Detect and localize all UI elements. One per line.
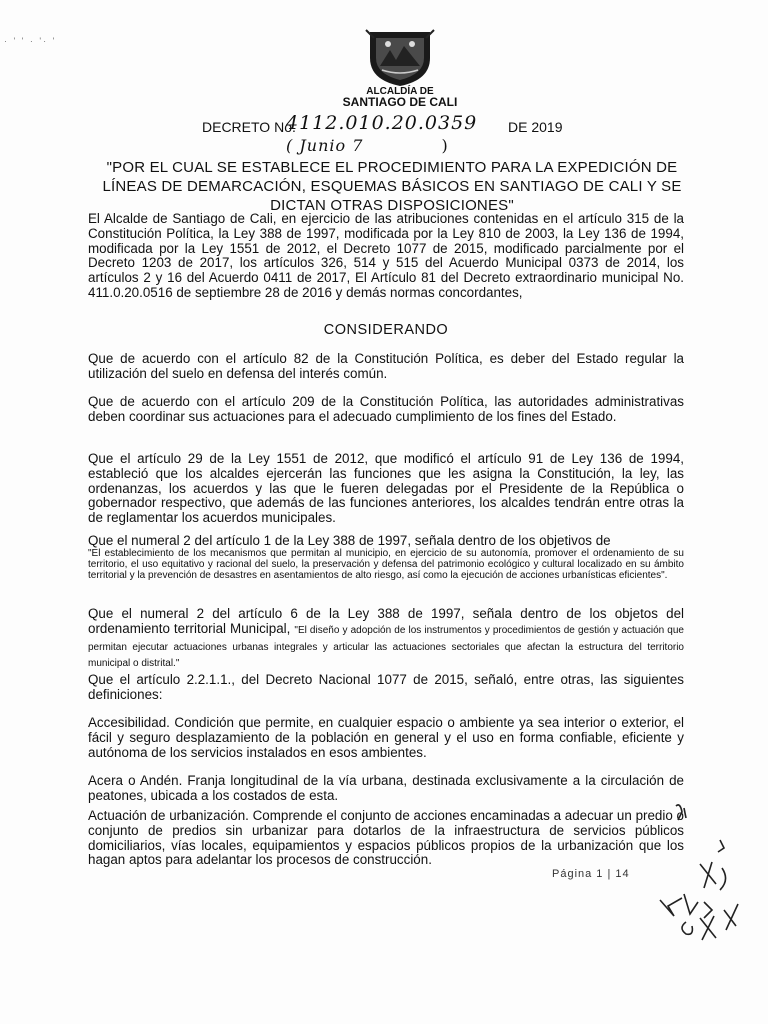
preamble-paragraph: El Alcalde de Santiago de Cali, en ejercicio de las atribuciones contenidas en el artículo 315 de la Constitución Política, la Ley 388 de 1997, modificada por la Ley 810 de 2003, la Ley 136 de 1994, modificada por la Ley 1551 de 2012, el Decreto 1077 de 2015, modificado parcialmente por el Decreto 1203 de 2017, los artículos 326, 514 y 515 del Acuerdo Municipal 0373 de 2014, los artículos 2 y 16 del Acuerdo 0411 de 2017, El Artículo 81 del Decreto extraordinario municipal No. 411.0.20.0516 de septiembre 28 de 2016 y demás normas concordantes, bbox=[88, 211, 684, 300]
definition-actuacion-urbanizacion: Actuación de urbanización. Comprende el conjunto de acciones encaminadas a adecuar un predio o conjunto de predios sin urbanizar para dotarlos de la infraestructura de servicios públicos domiciliarios, vías locales, equipamientos y espacios públicos propios de la urbanización que los hagan aptos para adelantar los procesos de construcción. bbox=[88, 808, 684, 868]
scan-marks: · ' ' · '· ' bbox=[4, 36, 57, 46]
paragraph-ley-1551: Que el artículo 29 de la Ley 1551 de 2012, que modificó el artículo 91 de Ley 136 de 1994, estableció que los alcaldes ejercerán las funciones que les asigna la Constitución, la ley, las ordenanzas, los acuerdos y las que le fueren delegadas por el Presidente de la República o gobernador respectivo, que además de las funciones anteriores, los alcaldes tendrán entre otras la de reglamentar los acuerdos municipales. bbox=[88, 451, 684, 526]
paragraph-ley-388-art1-intro: Que el numeral 2 del artículo 1 de la Ley 388 de 1997, señala dentro de los objetivos de bbox=[88, 533, 611, 548]
office-name-line1: ALCALDÍA DE bbox=[366, 86, 434, 97]
paragraph-ley-388-art6-intro: Que el numeral 2 del artículo 6 de la Ley 388 de 1997, señala dentro de los objetos del ordenamiento territorial Municipal, bbox=[88, 606, 684, 636]
date-open-paren: ( bbox=[286, 136, 294, 155]
page-number-footer: Página 1 | 14 bbox=[552, 868, 630, 880]
considerando-heading: CONSIDERANDO bbox=[323, 322, 449, 338]
definition-accesibilidad: Accesibilidad. Condición que permite, en cualquier espacio o ambiente ya sea interior o exterior, el fácil y seguro desplazamiento de la población en general y el uso en forma confiable, eficiente y autónoma de los servicios instalados en esos ambientes. bbox=[88, 715, 684, 760]
handwritten-initials bbox=[620, 798, 760, 944]
paragraph-article-209: Que de acuerdo con el artículo 209 de la Constitución Política, las autoridades administrativas deben coordinar sus actuaciones para el adecuado cumplimiento de los fines del Estado. bbox=[88, 394, 684, 424]
decree-date-row bbox=[286, 136, 449, 155]
city-crest-logo bbox=[364, 28, 436, 88]
paragraph-article-82: Que de acuerdo con el artículo 82 de la Constitución Política, es deber del Estado regular la utilización del suelo en defensa del interés común. bbox=[88, 351, 684, 381]
date-close-paren: ) bbox=[441, 136, 449, 155]
paragraph-ley-388-art1-quote: "El establecimiento de los mecanismos que permitan al municipio, en ejercicio de su autonomía, promover el ordenamiento de su territorio, el uso equitativo y racional del suelo, la preservación y defensa del patrimonio ecológico y cultural localizado en su ámbito territorial y la prevención de desastres en asentamientos de alto riesgo, así como la ejecución de acciones urbanísticas eficientes". bbox=[88, 548, 684, 581]
decree-label: DECRETO No. bbox=[202, 119, 296, 135]
definition-acera-anden: Acera o Andén. Franja longitudinal de la vía urbana, destinada exclusivamente a la circulación de peatones, ubicada a los costados de esta. bbox=[88, 773, 684, 803]
decree-number-handwritten: 4112.010.20.0359 bbox=[286, 112, 478, 134]
office-name-line2: SANTIAGO DE CALI bbox=[342, 95, 458, 109]
paragraph-ley-388-art6 bbox=[88, 607, 684, 672]
paragraph-ley-388-art6-quote: "El diseño y adopción de los instrumentos y procedimientos de gestión y actuación que permitan ejecutar actuaciones urbanas integrales y articular las actuaciones sectoriales que afectan la estructura del territorio municipal o distrital." bbox=[88, 624, 684, 670]
decree-title: "POR EL CUAL SE ESTABLECE EL PROCEDIMIENTO PARA LA EXPEDICIÓN DE LÍNEAS DE DEMARCACIÓN, ESQUEMAS BÁSICOS EN SANTIAGO DE CALI Y SE DICTAN OTRAS DISPOSICIONES" bbox=[102, 159, 682, 214]
decree-date-handwritten: Junio 7 bbox=[299, 136, 364, 155]
paragraph-decreto-1077: Que el artículo 2.2.1.1., del Decreto Nacional 1077 de 2015, señaló, entre otras, las siguientes definiciones: bbox=[88, 672, 684, 702]
decree-year: DE 2019 bbox=[508, 119, 563, 135]
